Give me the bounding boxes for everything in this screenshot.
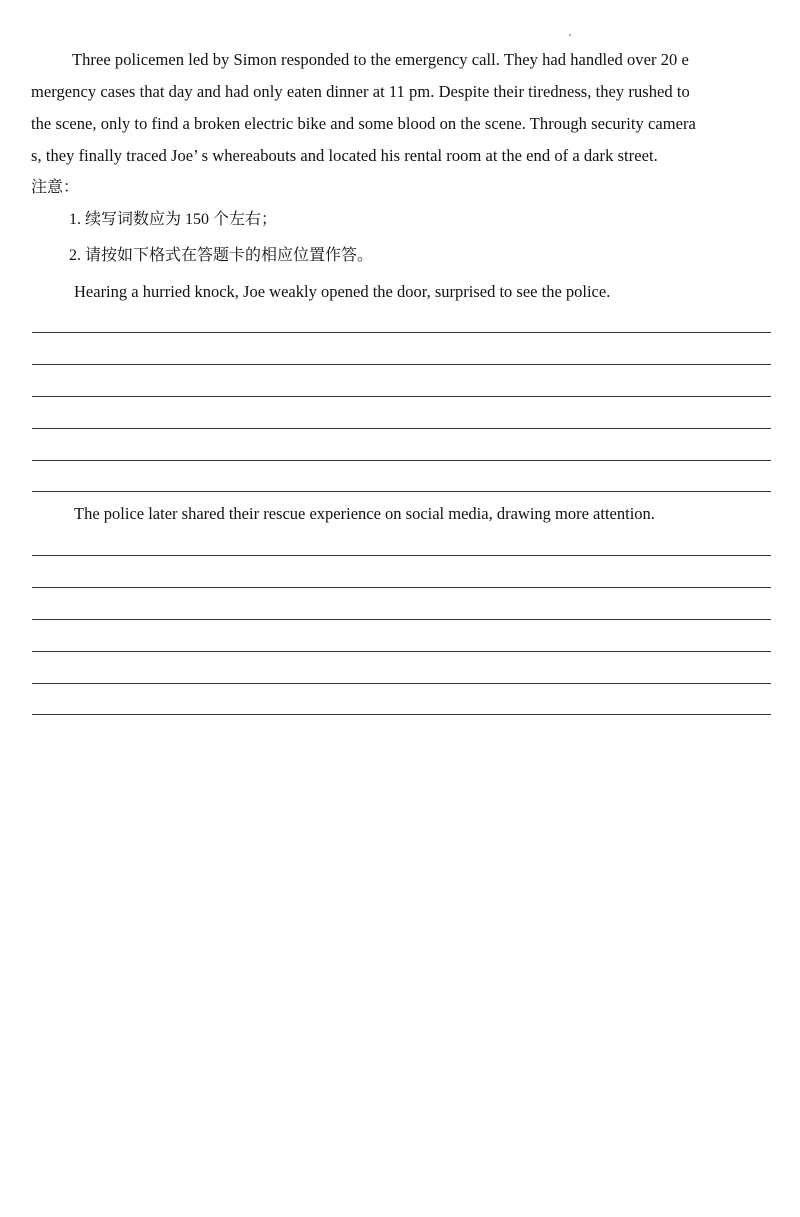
paragraph-2-opening: The police later shared their rescue experience on social media, drawing more attention. [74,504,655,523]
answer-line[interactable] [32,332,771,333]
answer-line[interactable] [32,491,771,492]
notes-heading: 注意： [31,179,80,196]
answer-line[interactable] [32,460,771,461]
answer-line[interactable] [32,651,771,652]
answer-line[interactable] [32,714,771,715]
story-passage [31,44,771,172]
answer-line[interactable] [32,428,771,429]
passage-line: s, they finally traced Joe’ s whereabouts and located his rental room at the end of a dark street. [31,146,658,165]
note-item-format: 2. 请按如下格式在答题卡的相应位置作答。 [69,247,374,264]
note-item-word-count: 1. 续写词数应为 150 个左右； [69,211,278,228]
passage-line: Three policemen led by Simon responded to the emergency call. They had handled over 20 e [72,50,689,69]
answer-line[interactable] [32,683,771,684]
answer-line[interactable] [32,587,771,588]
passage-line: the scene, only to find a broken electric bike and some blood on the scene. Through security camera [31,114,696,133]
paragraph-1-opening: Hearing a hurried knock, Joe weakly opened the door, surprised to see the police. [74,282,611,301]
answer-line[interactable] [32,619,771,620]
passage-line: mergency cases that day and had only eaten dinner at 11 pm. Despite their tiredness, they rushed to [31,82,690,101]
answer-line[interactable] [32,555,771,556]
answer-line[interactable] [32,396,771,397]
answer-line[interactable] [32,364,771,365]
scan-speck [569,34,571,36]
